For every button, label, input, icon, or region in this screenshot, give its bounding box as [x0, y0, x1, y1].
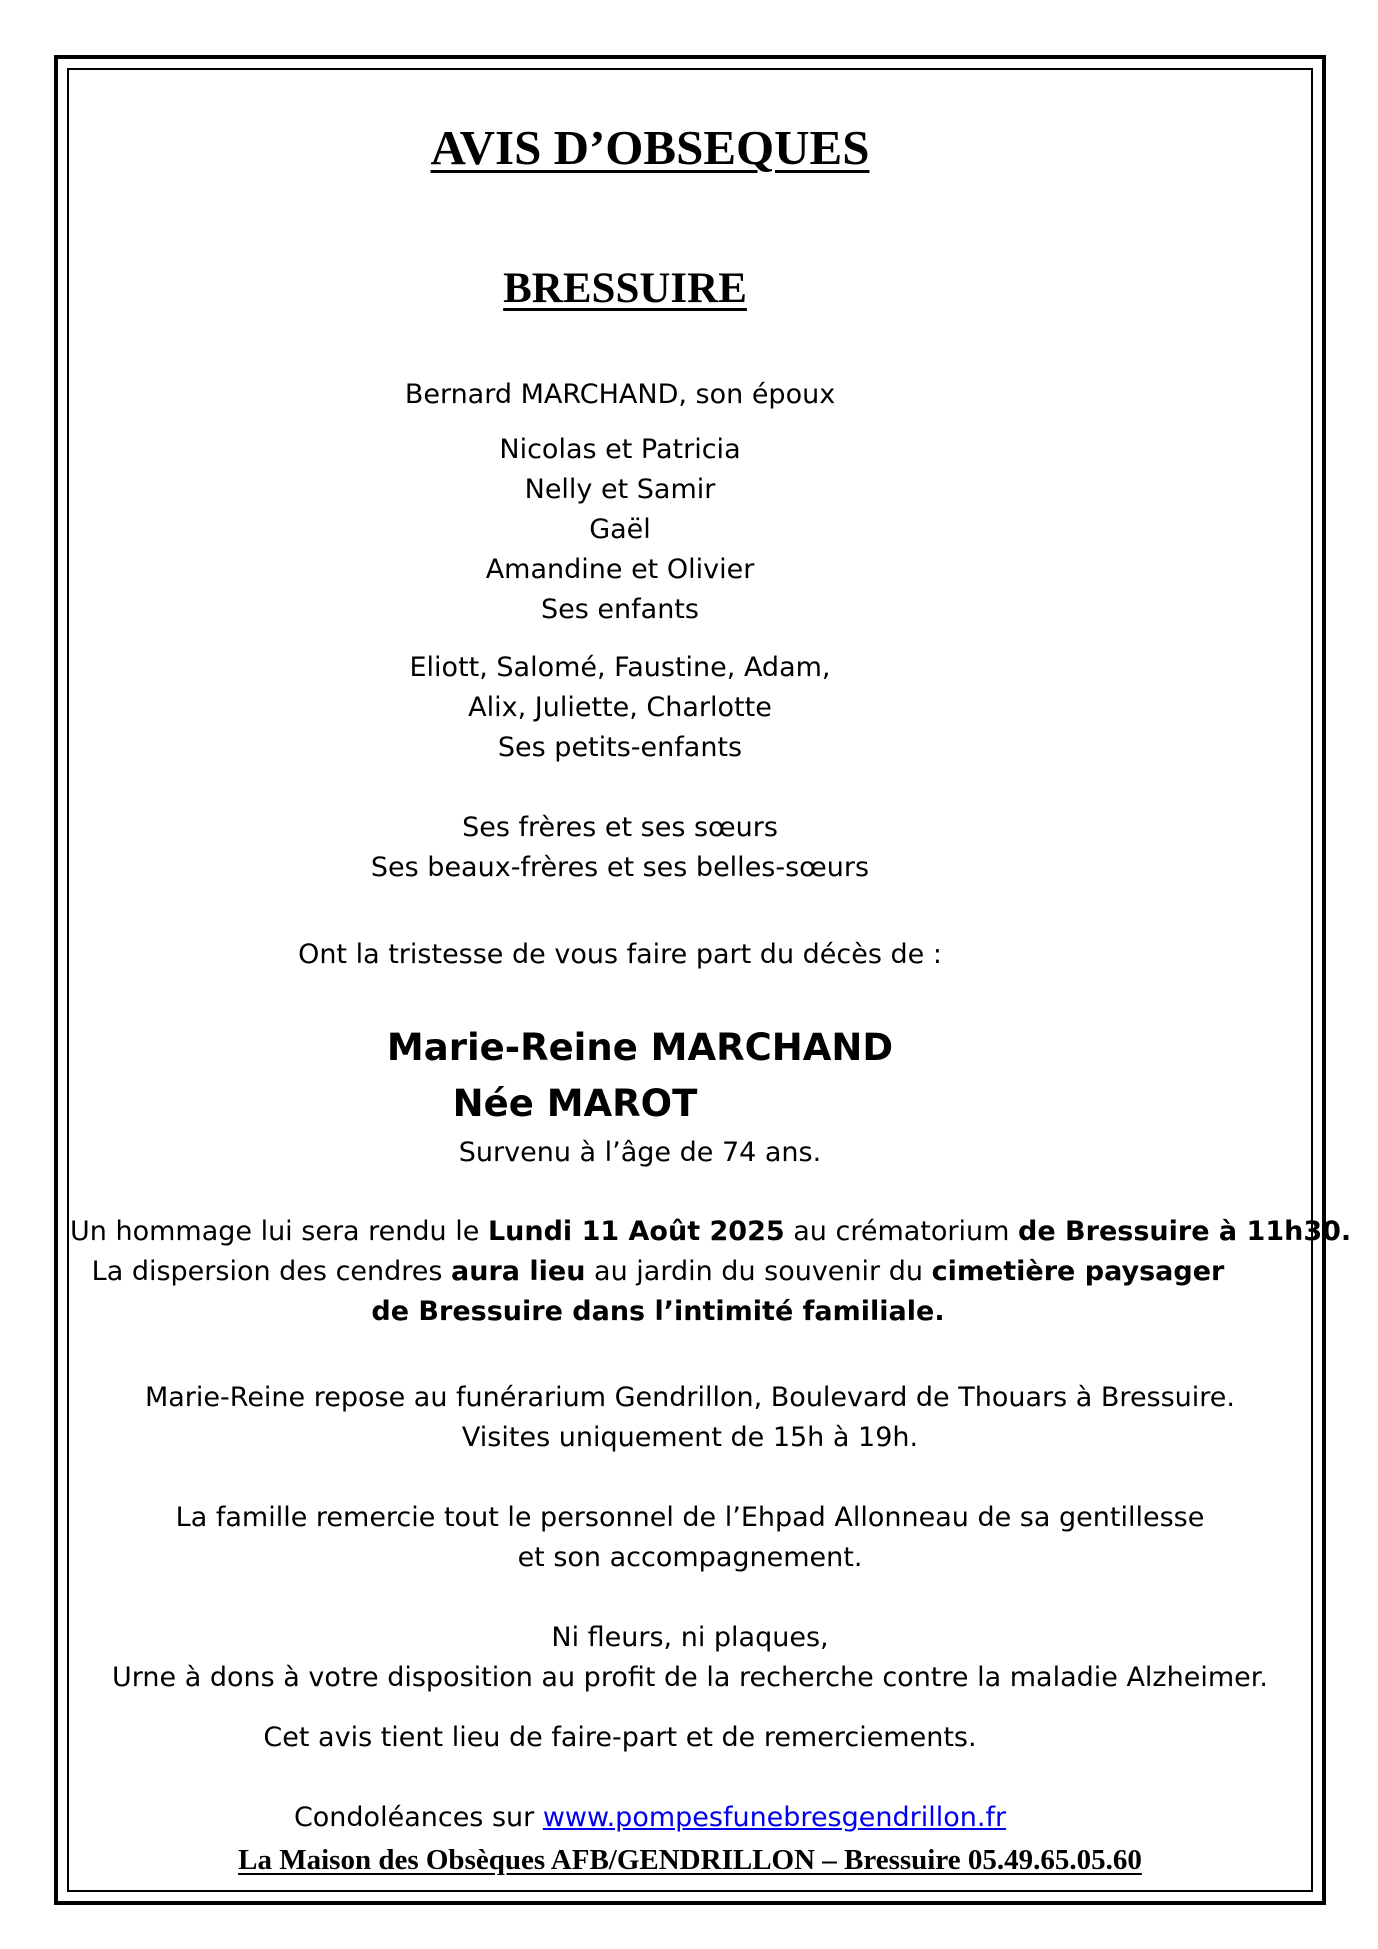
visit-line: Marie-Reine repose au funérarium Gendrillon, Boulevard de Thouars à Bressuire. [144, 1382, 1236, 1413]
thanks-line: et son accompagnement. [517, 1542, 863, 1573]
condolences-link[interactable]: www.pompesfunebresgendrillon.fr [542, 1802, 1007, 1833]
ceremony-text: au crématorium [784, 1216, 1019, 1247]
ceremony-emphasis: de Bressuire dans l’intimité familiale. [371, 1296, 945, 1327]
visit-hours: Visites uniquement de 15h à 19h. [461, 1422, 919, 1453]
flowers-block [70, 1618, 1310, 1698]
footer-line: La Maison des Obsèques AFB/GENDRILLON – Bressuire 05.49.65.05.60 [238, 1844, 1142, 1876]
notice-line: Cet avis tient lieu de faire-part et de remerciements. [263, 1722, 977, 1753]
ceremony-text: La dispersion des cendres [91, 1256, 452, 1287]
donation-line: Urne à dons à votre disposition au profit de la recherche contre la maladie Alzheimer. [112, 1662, 1268, 1693]
deceased-maiden-name: Née MAROT [452, 1082, 698, 1125]
ceremony-text: au jardin du souvenir du [585, 1256, 932, 1287]
thanks-block [70, 1498, 1310, 1578]
city-heading: BRESSUIRE [503, 265, 747, 312]
children-label: Ses enfants [541, 594, 699, 625]
age-line: Survenu à l’âge de 74 ans. [458, 1137, 822, 1168]
ceremony-block [70, 1212, 1352, 1332]
grandchildren-line: Eliott, Salomé, Faustine, Adam, [409, 652, 831, 683]
spouse-line: Bernard MARCHAND, son époux [404, 379, 836, 410]
ceremony-line-3 [70, 1292, 1310, 1332]
siblings-block [320, 808, 920, 888]
thanks-line: La famille remercie tout le personnel de l’Ehpad Allonneau de sa gentillesse [175, 1502, 1205, 1533]
condolences-line [250, 1798, 1050, 1838]
flowers-line: Ni fleurs, ni plaques, [551, 1622, 829, 1653]
ceremony-text: Un hommage lui sera rendu le [70, 1216, 488, 1247]
ceremony-place-time: de Bressuire à 11h30. [1018, 1216, 1352, 1247]
ceremony-line-1 [70, 1212, 1352, 1252]
siblings-line: Ses frères et ses sœurs [462, 812, 778, 843]
children-block [320, 430, 920, 630]
announcement-line: Ont la tristesse de vous faire part du décès de : [298, 939, 942, 970]
deceased-name: Marie-Reine MARCHAND [386, 1026, 894, 1069]
ceremony-emphasis: aura lieu [451, 1256, 586, 1287]
grandchildren-block [320, 648, 920, 768]
grandchildren-label: Ses petits-enfants [497, 732, 743, 763]
ceremony-date: Lundi 11 Août 2025 [487, 1216, 785, 1247]
child-line: Gaël [589, 514, 651, 545]
condolences-label: Condoléances sur [293, 1802, 543, 1833]
page-title: AVIS D’OBSEQUES [430, 120, 870, 175]
child-line: Nicolas et Patricia [499, 434, 741, 465]
grandchildren-line: Alix, Juliette, Charlotte [468, 692, 772, 723]
ceremony-line-2 [70, 1252, 1310, 1292]
ceremony-emphasis: cimetière paysager [931, 1256, 1225, 1287]
child-line: Amandine et Olivier [485, 554, 755, 585]
visit-block [70, 1378, 1310, 1458]
child-line: Nelly et Samir [524, 474, 716, 505]
in-laws-line: Ses beaux-frères et ses belles-sœurs [370, 852, 870, 883]
